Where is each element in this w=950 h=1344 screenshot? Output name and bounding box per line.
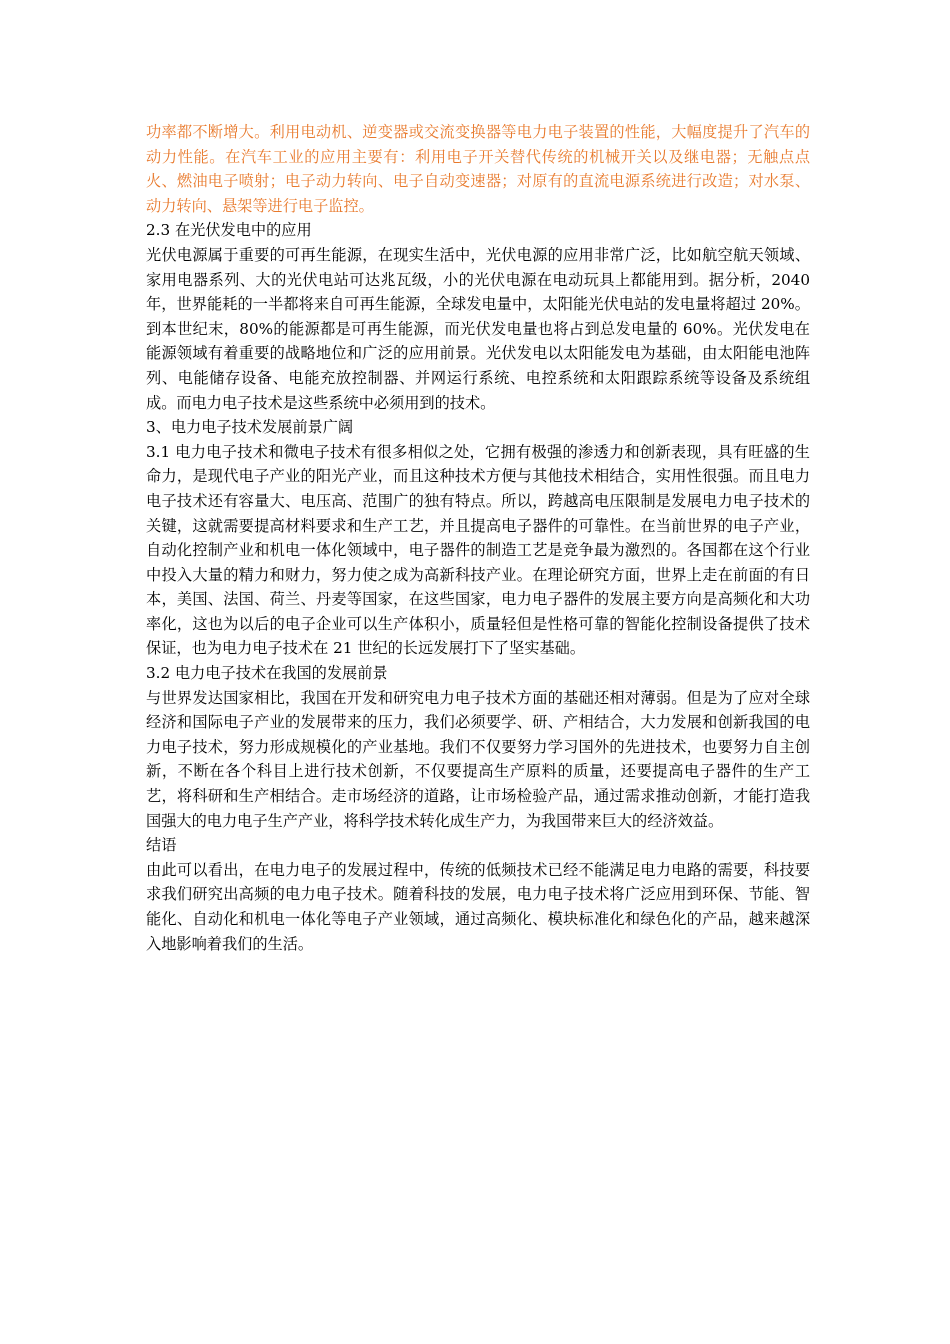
section-3-2-heading: 3.2 电力电子技术在我国的发展前景 (146, 664, 388, 683)
document-body (146, 120, 810, 956)
section-3-1-paragraph: 3.1 电力电子技术和微电子技术有很多相似之处，它拥有极强的渗透力和创新表现，具有旺盛的生命力，是现代电子产业的阳光产业，而且这种技术方便与其他技术相结合，实用性很强。而且电力电子技术还有容量大、电压高、范围广的独有特点。所以，跨越高电压限制是发展电力电子技术的关键，这就需要提高材料要求和生产工艺，并且提高电子器件的可靠性。在当前世界的电子产业，自动化控制产业和机电一体化领域中，电子器件的制造工艺是竞争最为激烈的。各国都在这个行业中投入大量的精力和财力，努力使之成为高新科技产业。在理论研究方面，世界上走在前面的有日本，美国、法国、荷兰、丹麦等国家，在这些国家，电力电子器件的发展主要方向是高频化和大功率化，这也为以后的电子企业可以生产体积小，质量轻但是性格可靠的智能化控制设备提供了技术保证，也为电力电子技术在 21 世纪的长远发展打下了坚实基础。 (146, 442, 810, 658)
conclusion-paragraph: 由此可以看出，在电力电子的发展过程中，传统的低频技术已经不能满足电力电路的需要，科技要求我们研究出高频的电力电子技术。随着科技的发展，电力电子技术将广泛应用到环保、节能、智能化、自动化和机电一体化等电子产业领域，通过高频化、模块标准化和绿色化的产品，越来越深入地影响着我们的生活。 (146, 860, 810, 953)
section-2-3-heading: 2.3 在光伏发电中的应用 (146, 221, 312, 240)
section-3-heading: 3、电力电子技术发展前景广阔 (146, 418, 354, 437)
section-2-3-paragraph: 光伏电源属于重要的可再生能源，在现实生活中，光伏电源的应用非常广泛，比如航空航天领域、家用电器系列、大的光伏电站可达兆瓦级，小的光伏电源在电动玩具上都能用到。据分析，2040 年，世界能耗的一半都将来自可再生能源，全球发电量中，太阳能光伏电站的发电量将超过 20%。到本世纪末，80%的能源都是可再生能源，而光伏发电量也将占到总发电量的 60%。光伏发电在能源领域有着重要的战略地位和广泛的应用前景。光伏发电以太阳能发电为基础，由太阳能电池阵列、电能储存设备、电能充放控制器、并网运行系统、电控系统和太阳跟踪系统等设备及系统组成。而电力电子技术是这些系统中必须用到的技术。 (146, 245, 810, 412)
section-3-2-paragraph: 与世界发达国家相比，我国在开发和研究电力电子技术方面的基础还相对薄弱。但是为了应对全球经济和国际电子产业的发展带来的压力，我们必须要学、研、产相结合，大力发展和创新我国的电力电子技术，努力形成规模化的产业基地。我们不仅要努力学习国外的先进技术，也要努力自主创新，不断在各个科目上进行技术创新，不仅要提高生产原料的质量，还要提高电子器件的生产工艺，将科研和生产相结合。走市场经济的道路，让市场检验产品，通过需求推动创新，才能打造我国强大的电力电子生产产业，将科学技术转化成生产力，为我国带来巨大的经济效益。 (146, 688, 810, 830)
intro-highlight-paragraph: 功率都不断增大。利用电动机、逆变器或交流变换器等电力电子装置的性能，大幅度提升了汽车的动力性能。在汽车工业的应用主要有：利用电子开关替代传统的机械开关以及继电器；无触点点火、燃油电子喷射；电子动力转向、电子自动变速器；对原有的直流电源系统进行改造；对水泵、动力转向、悬架等进行电子监控。 (146, 123, 810, 215)
conclusion-heading: 结语 (146, 836, 177, 855)
